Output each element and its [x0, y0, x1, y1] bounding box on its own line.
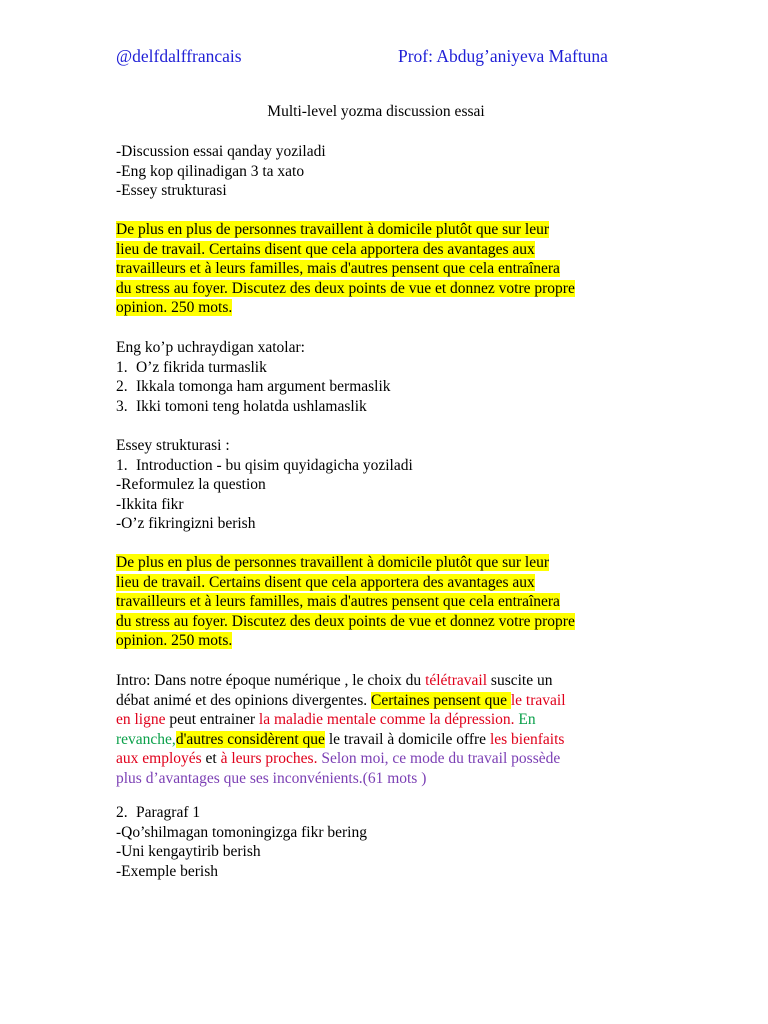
- list-number: 2.: [116, 804, 128, 821]
- word-count: (61 mots ): [362, 769, 427, 787]
- list-item: [116, 803, 656, 823]
- prompt-line: De plus en plus de personnes travaillent à domicile plutôt que sur leur: [116, 554, 550, 571]
- mistakes-heading: Eng ko’p uchraydigan xatolar:: [116, 339, 305, 356]
- intro-opinion: plus d’avantages que ses inconvénients.: [116, 769, 363, 787]
- list-item: -O’z fikringizni berish: [116, 515, 256, 533]
- intro-connector: Certaines pensent que: [370, 691, 511, 709]
- list-number: 1.: [116, 358, 128, 376]
- prompt-line: lieu de travail. Certains disent que cela apportera des avantages aux: [116, 240, 535, 258]
- list-item: [116, 377, 656, 397]
- structure-heading: Essey strukturasi :: [116, 437, 230, 454]
- header-author: Prof: Abdug’aniyeva Maftuna: [398, 46, 608, 66]
- intro-argument: les bienfaits: [489, 730, 565, 748]
- intro-opinion: Selon moi, ce mode du travail possède: [317, 750, 561, 768]
- list-text: Paragraf 1: [136, 804, 201, 821]
- header-handle: @delfdalffrancais: [116, 46, 242, 66]
- structure-section: [116, 436, 656, 534]
- intro-argument: aux employés: [116, 750, 202, 768]
- page-title: Multi-level yozma discussion essai: [267, 103, 485, 120]
- list-number: 1.: [116, 456, 128, 474]
- list-item: -Qo’shilmagan tomoningizga fikr bering: [116, 823, 367, 841]
- intro-argument: à leurs proches.: [220, 750, 318, 768]
- mistakes-section: [116, 338, 656, 416]
- prompt-line: travailleurs et à leurs familles, mais d'autres pensent que cela entraînera: [116, 593, 560, 611]
- intro-argument: le travail: [510, 691, 566, 709]
- list-text: O’z fikrida turmaslik: [136, 358, 267, 376]
- intro-text: et: [201, 750, 221, 768]
- list-item: -Discussion essai qanday yoziladi: [116, 143, 326, 160]
- prompt-line: du stress au foyer. Discutez des deux points de vue et donnez votre propre: [116, 279, 575, 297]
- prompt-line: opinion. 250 mots.: [116, 632, 233, 650]
- list-item: [116, 397, 656, 417]
- list-item: -Reformulez la question: [116, 476, 266, 494]
- prompt-line: du stress au foyer. Discutez des deux points de vue et donnez votre propre: [116, 612, 575, 630]
- list-item: -Ikkita fikr: [116, 495, 184, 513]
- intro-paragraph: [116, 671, 656, 789]
- intro-text: Intro: Dans notre époque numérique , le choix du: [116, 672, 426, 689]
- prompt-line: opinion. 250 mots.: [116, 299, 233, 317]
- page-header: [116, 46, 656, 68]
- intro-text: le travail à domicile offre: [324, 730, 490, 748]
- intro-text: peut entrainer: [165, 711, 259, 729]
- prompt-line: travailleurs et à leurs familles, mais d'autres pensent que cela entraînera: [116, 260, 560, 278]
- list-item: [116, 456, 656, 476]
- prompt-line: De plus en plus de personnes travaillent à domicile plutôt que sur leur: [116, 221, 550, 238]
- list-number: 3.: [116, 397, 128, 415]
- intro-transition: En: [514, 711, 536, 729]
- list-text: Ikkala tomonga ham argument bermaslik: [136, 378, 391, 396]
- intro-text: suscite un: [487, 672, 553, 689]
- intro-argument: en ligne: [116, 711, 166, 729]
- paragraph1-section: [116, 803, 656, 881]
- intro-argument: la maladie mentale comme la dépression.: [258, 711, 515, 729]
- prompt-line: lieu de travail. Certains disent que cela apportera des avantages aux: [116, 573, 535, 591]
- intro-connector: d'autres considèrent que: [175, 730, 325, 748]
- intro-transition: revanche,: [116, 730, 176, 748]
- list-item: -Essey strukturasi: [116, 182, 227, 200]
- essay-prompt: [116, 220, 656, 318]
- intro-keyword: télétravail: [425, 672, 488, 689]
- list-text: Introduction - bu qisim quyidagicha yoziladi: [136, 456, 413, 474]
- intro-list: [116, 142, 656, 201]
- list-number: 2.: [116, 378, 128, 396]
- list-item: [116, 358, 656, 378]
- list-item: -Uni kengaytirib berish: [116, 843, 261, 861]
- essay-prompt-repeat: [116, 553, 656, 651]
- list-text: Ikki tomoni teng holatda ushlamaslik: [136, 397, 367, 415]
- list-item: -Exemple berish: [116, 862, 219, 880]
- list-item: -Eng kop qilinadigan 3 ta xato: [116, 162, 305, 180]
- intro-text: débat animé et des opinions divergentes.: [116, 691, 371, 709]
